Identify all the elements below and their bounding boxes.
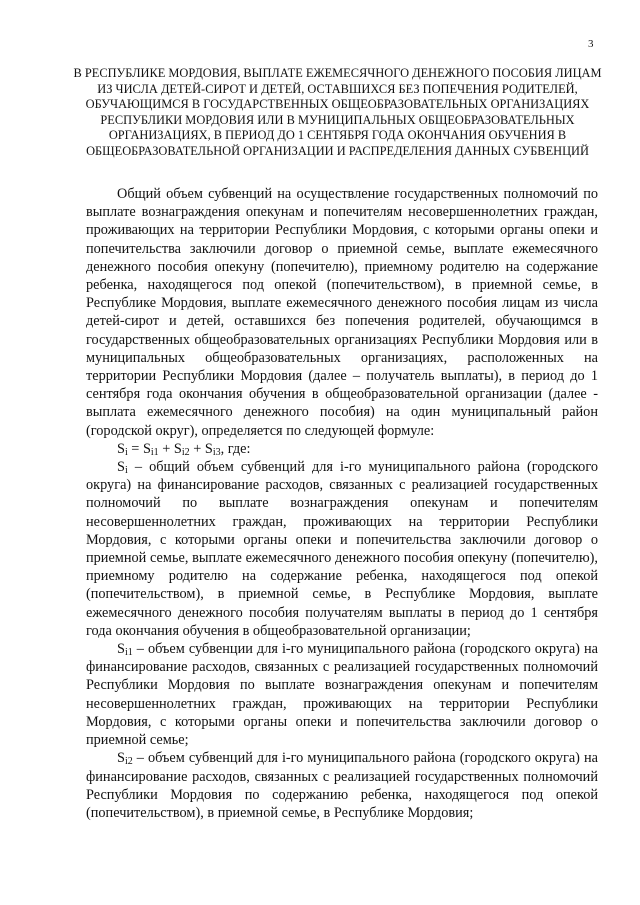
definition-symbol-sub: i2	[124, 756, 133, 768]
definition-si1	[86, 640, 598, 749]
intro-paragraph: Общий объем субвенций на осуществление государственных полномочий по выплате вознаграждения опекунам и попечителям несовершеннолетних граждан, проживающих на территории Республики Мордовия, с которыми органы опеки и попечительства заключили договор о приемной семье, выплате ежемесячного денежного пособия опекуну (попечителю), приемному родителю на содержание ребенка, находящегося под опекой (попечительством), в приемной семье, в Республике Мордовия, выплате ежемесячного денежного пособия лицам из числа детей-сирот и детей, оставшихся без попечения родителей, обучающимся в государственных общеобразовательных организациях Республики Мордовия или в муниципальных общеобразовательных организациях, расположенных на территории Республики Мордовия (далее – получатель выплаты), в период до 1 сентября года окончания обучения в общеобразовательной организации (далее - выплата ежемесячного денежного пособия) на один муниципальный район (городской округ), определяется по следующей формуле:	[86, 186, 598, 439]
formula-lhs-sub: i	[124, 446, 128, 458]
definition-symbol: S	[117, 750, 125, 767]
definition-symbol-sub: i	[124, 465, 128, 477]
definition-text: – общий объем субвенций для i-го муниципального района (городского округа) на финансирование расходов, связанных с реализацией государственных полномочий по выплате вознаграждения опекунам и попечителям несовершеннолетних граждан, проживающих на территории Республики Мордовия, с которыми органы опеки и попечительства заключили договор о приемной семье, выплате ежемесячного денежного пособия опекуну (попечителю), приемному родителю на содержание ребенка, находящегося под опекой (попечительством), в приемной семье, в Республике Мордовия, выплате ежемесячного денежного пособия получателям выплаты в период до 1 сентября года окончания обучения в общеобразовательной организации;	[86, 459, 598, 639]
formula-lhs: S	[117, 440, 125, 457]
page-number: 3	[588, 38, 594, 50]
formula-plus-2: +	[189, 440, 205, 457]
document-title: В РЕСПУБЛИКЕ МОРДОВИЯ, ВЫПЛАТЕ ЕЖЕМЕСЯЧНОГО ДЕНЕЖНОГО ПОСОБИЯ ЛИЦАМ ИЗ ЧИСЛА ДЕТЕЙ-СИРОТ И ДЕТЕЙ, ОСТАВШИХСЯ БЕЗ ПОПЕЧЕНИЯ РОДИТЕЛЕЙ, ОБУЧАЮЩИМСЯ В ГОСУДАРСТВЕННЫХ ОБЩЕОБРАЗОВАТЕЛЬНЫХ ОРГАНИЗАЦИЯХ РЕСПУБЛИКИ МОРДОВИЯ ИЛИ В МУНИЦИПАЛЬНЫХ ОБЩЕОБРАЗОВАТЕЛЬНЫХ ОРГАНИЗАЦИЯХ, В ПЕРИОД ДО 1 СЕНТЯБРЯ ГОДА ОКОНЧАНИЯ ОБУЧЕНИЯ В ОБЩЕОБРАЗОВАТЕЛЬНОЙ ОРГАНИЗАЦИИ И РАСПРЕДЕЛЕНИЯ ДАННЫХ СУБВЕНЦИЙ	[73, 66, 602, 158]
document-body	[86, 185, 598, 822]
definition-si2	[86, 749, 598, 822]
formula-plus-1: +	[158, 440, 174, 457]
formula-term-3-sub: i3	[212, 446, 221, 458]
formula-eq: =	[127, 440, 143, 457]
formula-term-3: S	[204, 440, 213, 457]
definition-text: – объем субвенции для i-го муниципального района (городского округа) на финансирование расходов, связанных с реализацией государственных полномочий Республики Мордовия по выплате вознаграждения опекунам и попечителям несовершеннолетних граждан, проживающих на территории Республики Мордовия, с которыми органы опеки и попечительства заключили договор о приемной семье;	[86, 641, 598, 749]
definition-symbol: S	[117, 641, 125, 658]
definition-symbol-sub: i1	[124, 647, 133, 659]
definition-text: – объем субвенций для i-го муниципального района (городского округа) на финансирование расходов, связанных с реализацией государственных полномочий Республики Мордовия по содержанию ребенка, находящегося под опекой (попечительством), в приемной семье, в Республике Мордовия;	[86, 750, 598, 821]
formula-term-1-sub: i1	[150, 446, 159, 458]
formula	[86, 440, 598, 458]
formula-tail: , где:	[220, 440, 251, 457]
definition-symbol: S	[117, 459, 125, 476]
formula-term-2: S	[173, 440, 182, 457]
formula-term-2-sub: i2	[181, 446, 190, 458]
definition-si	[86, 458, 598, 640]
formula-term-1: S	[142, 440, 151, 457]
